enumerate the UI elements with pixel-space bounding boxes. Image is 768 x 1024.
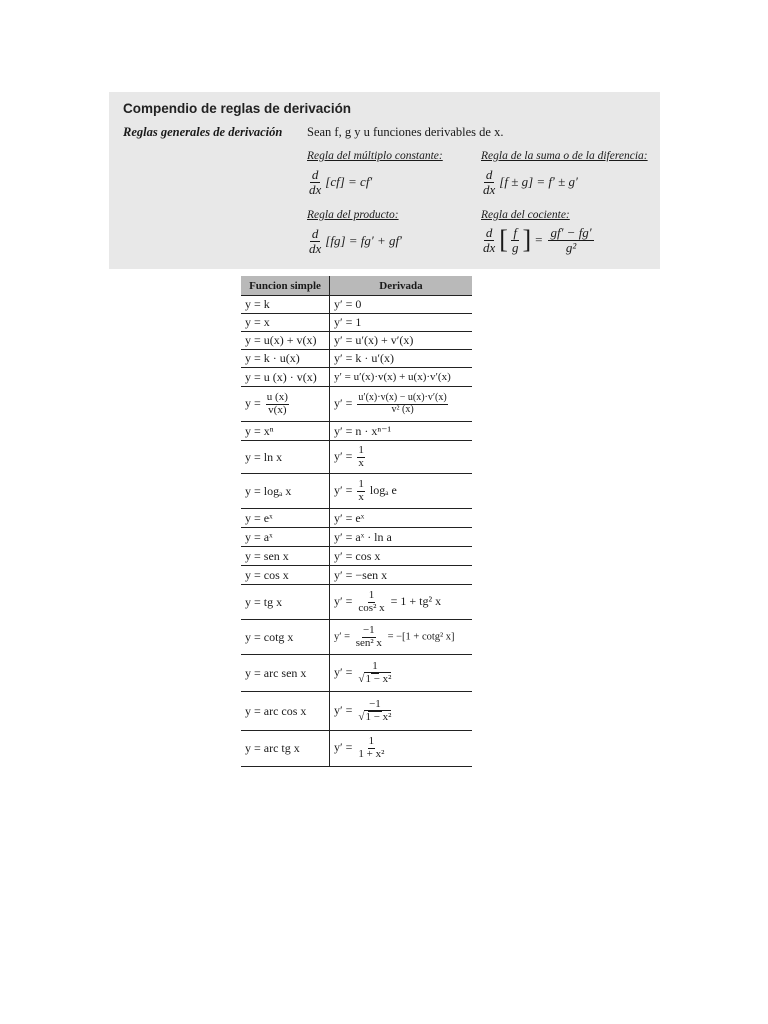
derivative-cell: y′ = 0 — [330, 296, 473, 314]
table-row — [241, 547, 472, 566]
function-cell: y = k — [241, 296, 330, 314]
derivative-cell: y′ = u′(x)·v(x) + u(x)·v′(x) — [330, 368, 473, 387]
derivative-cell: y′ = −sen x — [330, 566, 473, 585]
compendium-intro: Sean f, g y u funciones derivables de x. — [307, 125, 504, 139]
rule-quotient-formula: $\frac{d}{dx}$ [ $\frac{f}{g}$ ] = $\frac{gf' - fg'}{\text{g²}}$ — [483, 225, 592, 255]
derivative-cell: y′ = $\frac{u'(x)\cdot v(x) - u(x)\cdot v'(x)}{\text{v² (x)}}$ — [330, 387, 473, 422]
rule-quotient-title: Regla del cociente: — [481, 209, 570, 221]
compendium-title: Compendio de reglas de derivación — [123, 101, 352, 116]
table-row — [241, 509, 472, 528]
rule-constant-multiple-title: Regla del múltiplo constante: — [307, 150, 443, 162]
derivative-cell: y′ = $\frac{1}{x}$ — [330, 441, 473, 474]
compendium-subtitle: Reglas generales de derivación — [123, 125, 283, 139]
compendium-box — [109, 92, 660, 269]
derivative-cell: y′ = 1 — [330, 314, 473, 332]
derivatives-table — [241, 276, 472, 767]
table-row — [241, 528, 472, 547]
function-cell: y = u (x) · v(x) — [241, 368, 330, 387]
derivative-cell: y′ = $\frac{1}{\text{cos² x}}$ = 1 + tg² x — [330, 585, 473, 620]
derivative-cell: y′ = $\frac{-1}{\text{sen² x}}$ = −[1 + cotg² x] — [330, 620, 473, 655]
function-cell: y = eˣ — [241, 509, 330, 528]
table-header-row — [241, 276, 472, 296]
function-cell: y = arc sen x — [241, 655, 330, 692]
function-cell: y = tg x — [241, 585, 330, 620]
derivative-cell: y′ = n · xⁿ⁻¹ — [330, 422, 473, 441]
table-row — [241, 692, 472, 731]
function-cell: y = cotg x — [241, 620, 330, 655]
derivative-cell: y′ = cos x — [330, 547, 473, 566]
table-row — [241, 332, 472, 350]
derivative-cell: y′ = $\frac{1}{\text{1 + x²}}$ — [330, 731, 473, 767]
function-cell: y = u(x) + v(x) — [241, 332, 330, 350]
derivative-cell: y′ = $\frac{1}{\text{√1 − x²}}$ — [330, 655, 473, 692]
rule-sum-difference-title: Regla de la suma o de la diferencia: — [481, 150, 648, 162]
function-cell: y = $\frac{u (x)}{v(x)}$ — [241, 387, 330, 422]
table-row — [241, 350, 472, 368]
function-cell: y = k · u(x) — [241, 350, 330, 368]
function-cell: y = arc tg x — [241, 731, 330, 767]
function-cell: y = x — [241, 314, 330, 332]
derivative-cell: y′ = eˣ — [330, 509, 473, 528]
table-row — [241, 387, 472, 422]
function-cell: y = aˣ — [241, 528, 330, 547]
table-row — [241, 296, 472, 314]
function-cell: y = ln x — [241, 441, 330, 474]
table-row — [241, 731, 472, 767]
derivative-cell: y′ = u′(x) + v′(x) — [330, 332, 473, 350]
function-cell: y = sen x — [241, 547, 330, 566]
header-derivative: Derivada — [330, 276, 473, 296]
function-cell: y = arc cos x — [241, 692, 330, 731]
derivative-cell: y′ = $\frac{-1}{\text{√1 − x²}}$ — [330, 692, 473, 731]
derivative-cell: y′ = $\frac{1}{x}$ logₐ e — [330, 474, 473, 509]
table-row — [241, 441, 472, 474]
table-row — [241, 566, 472, 585]
table-row — [241, 422, 472, 441]
table-row — [241, 655, 472, 692]
table-row — [241, 620, 472, 655]
function-cell: y = logₐ x — [241, 474, 330, 509]
derivative-cell: y′ = aˣ · ln a — [330, 528, 473, 547]
rule-product-title: Regla del producto: — [307, 209, 399, 221]
table-row — [241, 368, 472, 387]
rule-sum-difference-formula: $\frac{d}{dx}$ [f ± g] = f′ ± g′ — [483, 167, 578, 197]
function-cell: y = cos x — [241, 566, 330, 585]
derivative-cell: y′ = k · u′(x) — [330, 350, 473, 368]
header-simple-function: Funcion simple — [241, 276, 330, 296]
rule-constant-multiple-formula: $\frac{d}{dx}$ [cf] = cf′ — [309, 167, 373, 197]
table-row — [241, 585, 472, 620]
table-row — [241, 474, 472, 509]
function-cell: y = xⁿ — [241, 422, 330, 441]
table-row — [241, 314, 472, 332]
rule-product-formula: $\frac{d}{dx}$ [fg] = fg′ + gf′ — [309, 226, 402, 256]
